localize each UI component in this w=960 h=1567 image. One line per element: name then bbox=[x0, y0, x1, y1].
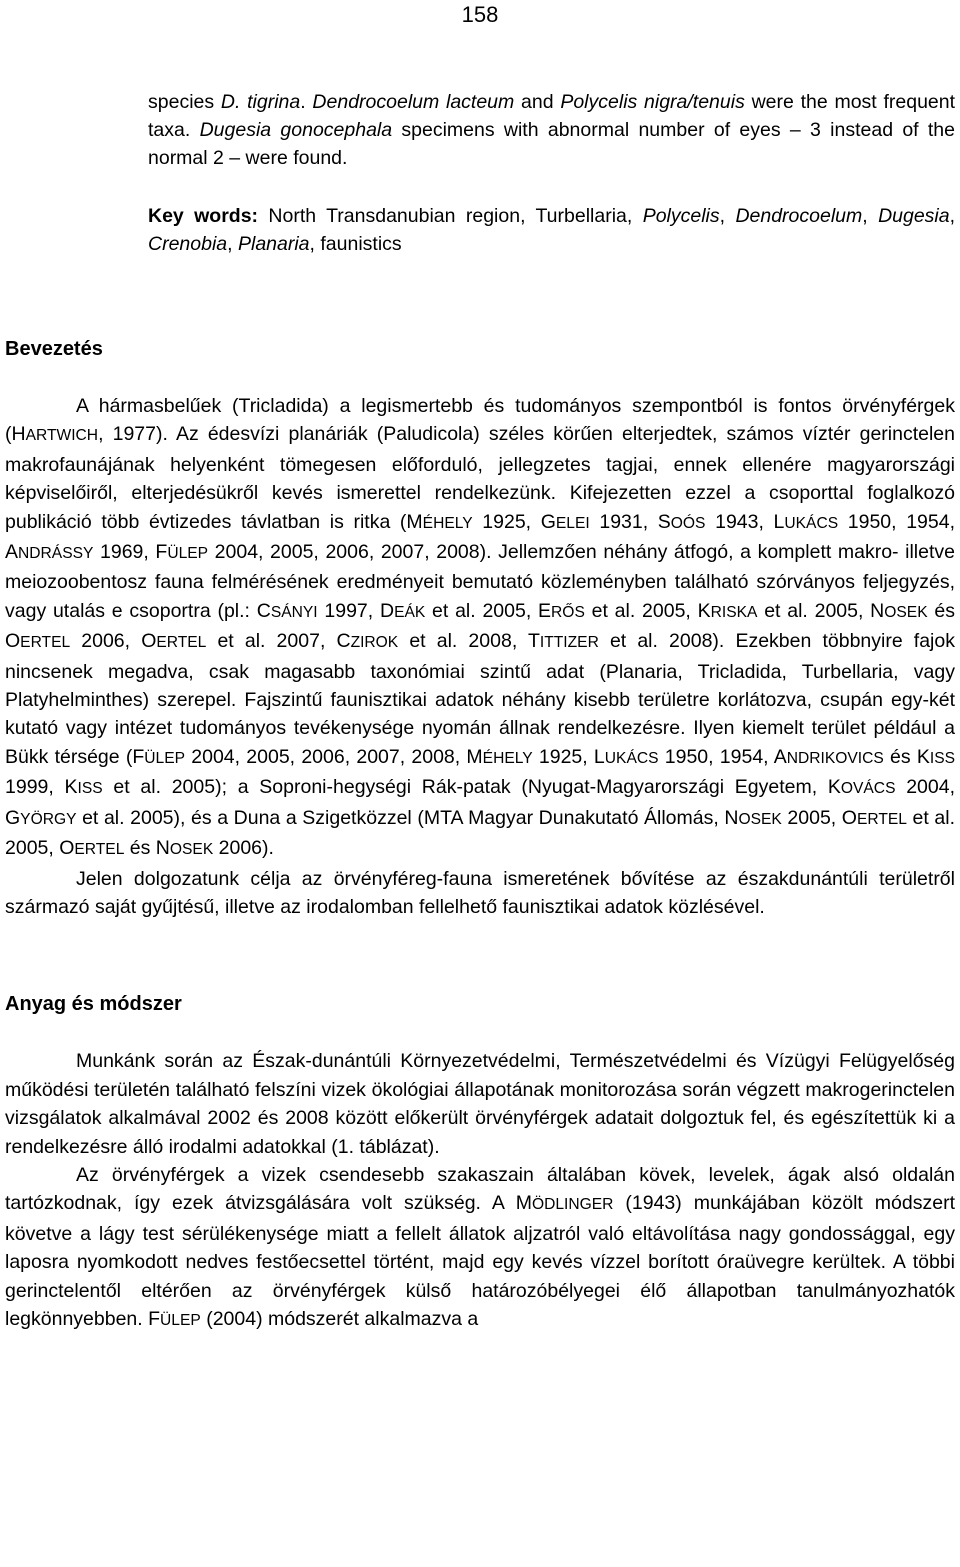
small-caps-run: OÓS bbox=[670, 514, 706, 532]
section-heading-introduction: Bevezetés bbox=[5, 338, 103, 360]
small-caps-run: ÜLEP bbox=[167, 545, 209, 563]
small-caps-run: RŐS bbox=[551, 603, 585, 621]
small-caps-run: OSEK bbox=[884, 603, 928, 621]
small-caps-run: ITTIZER bbox=[539, 634, 599, 652]
small-caps-run: ÖDLINGER bbox=[531, 1196, 614, 1214]
small-caps-run: UKÁCS bbox=[784, 514, 839, 532]
page-number: 158 bbox=[461, 2, 499, 27]
small-caps-run: ISS bbox=[77, 780, 103, 798]
small-caps-run: ÜLEP bbox=[160, 1311, 201, 1329]
italic-run: Dugesia gonocephala bbox=[199, 119, 393, 141]
small-caps-run: ÉHELY bbox=[482, 749, 533, 767]
italic-run: Polycelis bbox=[642, 205, 720, 227]
abstract bbox=[148, 88, 955, 258]
small-caps-run: EÁK bbox=[394, 603, 426, 621]
small-caps-run: OSEK bbox=[169, 841, 214, 859]
small-caps-run: ERTEL bbox=[74, 841, 125, 859]
small-caps-run: ÉHELY bbox=[422, 514, 473, 532]
article-body bbox=[5, 336, 955, 1335]
italic-run: Dendrocoelum bbox=[735, 205, 863, 227]
small-caps-run: NDRIKOVICS bbox=[786, 749, 884, 767]
paragraph: Az örvényférgek a vizek csendesebb szakaszain általában kövek, levelek, ágak alsó oldalán tartózkodnak, így ezek átvizsgálására volt szükség. A MÖDLINGER (1943) munkájában közölt módszert követve a lágy test sérülékenysége miatt a fellelt állatok aljzatról való eltávolítása nagy gondossággal, egy laposra nyomkodott nedves festőecsettel történt, majd egy kevés vízzel borított óraüvegre kerültek. A többi gerinctelentől eltérően az örvényférgek külső határozóbélyegei élő állapotban tanulmányozhatók legkönnyebben. FÜLEP (2004) módszerét alkalmazva a bbox=[5, 1163, 955, 1330]
keywords-list: North Transdanubian region, Turbellaria, Polycelis, Dendrocoelum, Dugesia, Crenobia, Planaria, faunistics bbox=[148, 205, 956, 255]
italic-run: D. tigrina bbox=[220, 91, 301, 113]
italic-run: Planaria bbox=[237, 233, 310, 255]
small-caps-run: ISS bbox=[929, 749, 956, 767]
small-caps-run: YÖRGY bbox=[20, 810, 77, 828]
small-caps-run: ARTWICH bbox=[25, 427, 99, 445]
small-caps-run: ÜLEP bbox=[144, 749, 186, 767]
small-caps-run: ERTEL bbox=[156, 634, 207, 652]
paragraph: A hármasbelűek (Tricladida) a legismertebb és tudományos szempontból is fontos örvényférgek (HARTWICH, 1977). Az édesvízi planáriák (Paludicola) széles körűen elterjedtek, számos víztér gerinctelen makrofaunájának helyenként tömegesen előforduló, jellegzetes tagjai, ennek ellenére magyarországi képviselőiről, elterjedésükről kevés ismerettel rendelkezünk. Kifejezetten ezzel a csoporttal foglalkozó publikáció több évtizedes távlatban is ritka (MÉHELY 1925, GELEI 1931, SOÓS 1943, LUKÁCS 1950, 1954, ANDRÁSSY 1969, FÜLEP 2004, 2005, 2006, 2007, 2008). Jellemzően néhány átfogó, a komplett makro- illetve meiozoobentosz fauna felmérésének eredményeit bemutató közleményben található szórványos feljegyzés, vagy utalás e csoportra (pl.: CSÁNYI 1997, DEÁK et al. 2005, ERŐS et al. 2005, KRISKA et al. 2005, NOSEK és OERTEL 2006, OERTEL et al. 2007, CZIROK et al. 2008, TITTIZER et al. 2008). Ezekben többnyire fajok nincsenek megadva, csak magasabb taxonómiai szintű adat (Planaria, Tricladida, Turbellaria, vagy Platyhelminthes) szerepel. Fajszintű faunisztikai adatok néhány kisebb területre korlátozva, csupán egy-két kutató vagy intézet tudományos tevékenysége nyomán állnak rendelkezésre. Ilyen kiemelt terület például a Bükk térsége (FÜLEP 2004, 2005, 2006, 2007, 2008, MÉHELY 1925, LUKÁCS 1950, 1954, ANDRIKOVICS és KISS 1999, KISS et al. 2005); a Soproni-hegységi Rák-patak (Nyugat-Magyarországi Egyetem, KOVÁCS 2004, GYÖRGY et al. 2005), és a Duna a Szigetközzel (MTA Magyar Dunakutató Állomás, NOSEK 2005, OERTEL et al. 2005, OERTEL és NOSEK 2006). bbox=[5, 395, 956, 860]
keywords-line bbox=[148, 202, 955, 258]
paragraph: Jelen dolgozatunk célja az örvényféreg-fauna ismeretének bővítése az északdunántúli területről származó saját gyűjtésű, illetve az irodalomban fellelhető faunisztikai adatok közlésével. bbox=[5, 867, 955, 918]
small-caps-run: OSEK bbox=[738, 810, 782, 828]
keywords-label: Key words: bbox=[148, 205, 259, 227]
small-caps-run: OVÁCS bbox=[840, 780, 896, 798]
small-caps-run: ELEI bbox=[555, 514, 590, 532]
small-caps-run: NDRÁSSY bbox=[18, 545, 94, 563]
small-caps-run: RISKA bbox=[710, 603, 758, 621]
italic-run: Dugesia bbox=[878, 205, 950, 227]
italic-run: Crenobia bbox=[148, 233, 228, 255]
paragraph: Munkánk során az Észak-dunántúli Környezetvédelmi, Természetvédelmi és Vízügyi Felügyelőség működési területén található felszíni vizek ökológiai állapotának monitorozása során végzett makrogerinctelen vizsgálatok alkalmával 2002 és 2008 között előkerült örvényférgek adatait dolgoztuk fel, és egészítettük ki a rendelkezésre álló irodalmi adatokkal (1. táblázat). bbox=[5, 1050, 955, 1158]
section-heading-methods: Anyag és módszer bbox=[5, 993, 182, 1016]
abstract-continuation: species D. tigrina. Dendrocoelum lacteum and Polycelis nigra/tenuis were the most frequent taxa. Dugesia gonocephala specimens with abnormal number of eyes – 3 instead of the normal 2 – were found. bbox=[148, 91, 956, 169]
small-caps-run: ERTEL bbox=[856, 810, 907, 828]
small-caps-run: UKÁCS bbox=[604, 749, 659, 767]
italic-run: Polycelis nigra/tenuis bbox=[560, 91, 745, 113]
small-caps-run: ZIROK bbox=[350, 634, 399, 652]
small-caps-run: SÁNYI bbox=[270, 603, 318, 621]
small-caps-run: ERTEL bbox=[20, 634, 71, 652]
italic-run: Dendrocoelum lacteum bbox=[312, 91, 515, 113]
